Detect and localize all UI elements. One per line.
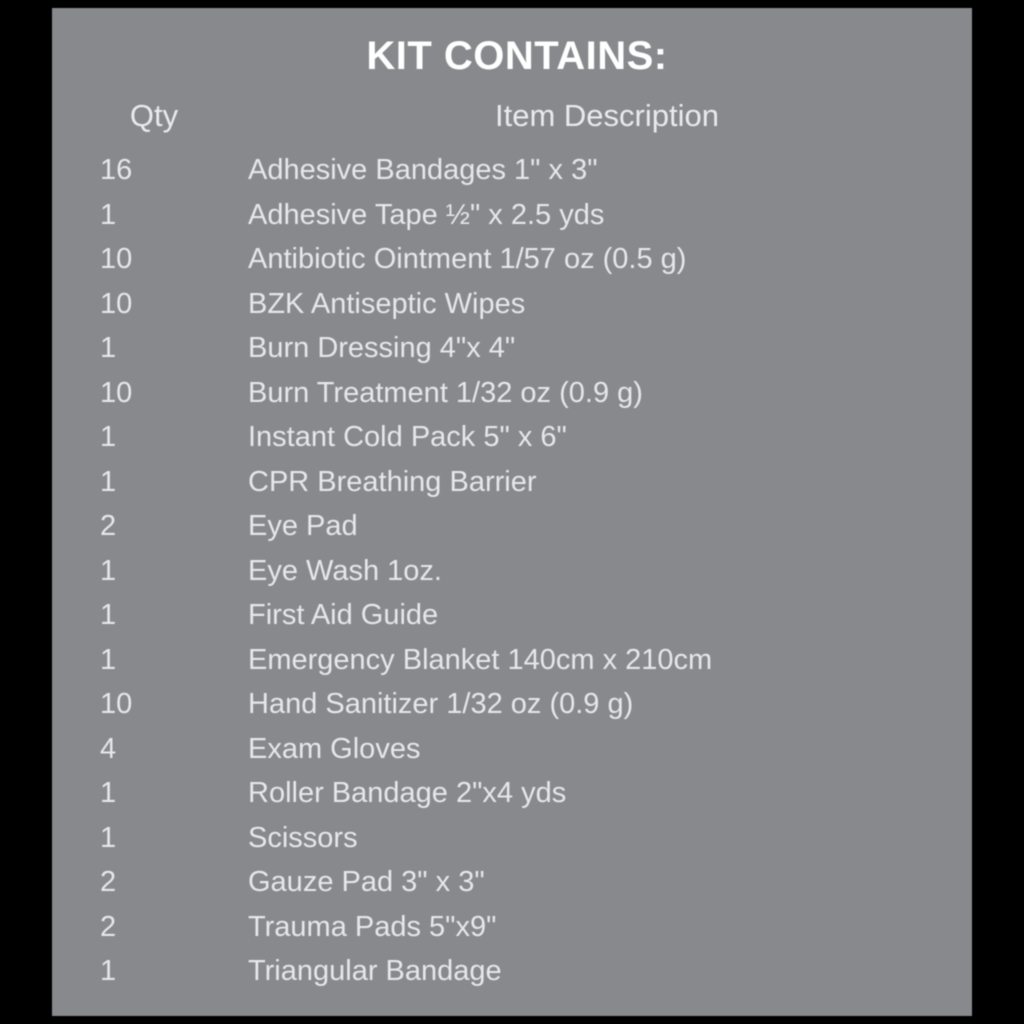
item-qty: 1 — [100, 821, 117, 854]
table-row — [52, 688, 972, 733]
item-qty: 10 — [100, 243, 133, 275]
column-header-description: Item Description — [495, 98, 719, 133]
item-qty: 1 — [100, 554, 117, 587]
item-description: Instant Cold Pack 5" x 6" — [248, 421, 567, 453]
table-row — [52, 733, 972, 778]
item-description: Emergency Blanket 140cm x 210cm — [248, 643, 713, 676]
item-qty: 1 — [100, 465, 117, 498]
item-description: Antibiotic Ointment 1/57 oz (0.5 g) — [248, 243, 687, 275]
item-description: Eye Wash 1oz. — [248, 554, 442, 587]
table-row — [52, 510, 972, 555]
table-row — [52, 466, 972, 511]
item-description: Scissors — [248, 821, 358, 854]
table-row — [52, 777, 972, 822]
item-qty: 1 — [100, 955, 117, 987]
item-qty: 1 — [100, 643, 117, 676]
item-qty: 1 — [100, 198, 117, 231]
item-qty: 2 — [100, 510, 117, 542]
table-row — [52, 288, 972, 333]
item-description: Adhesive Bandages 1" x 3" — [248, 154, 598, 186]
item-description: Eye Pad — [248, 510, 358, 542]
item-qty: 1 — [100, 599, 117, 631]
item-qty: 2 — [100, 910, 117, 943]
item-description: Roller Bandage 2"x4 yds — [248, 777, 567, 809]
item-description: BZK Antiseptic Wipes — [248, 287, 526, 320]
table-row — [52, 154, 972, 199]
table-row — [52, 822, 972, 867]
item-qty: 10 — [100, 688, 133, 720]
item-qty: 1 — [100, 777, 117, 809]
page-title: KIT CONTAINS: — [366, 34, 668, 78]
item-qty: 10 — [100, 287, 133, 320]
item-description: Gauze Pad 3" x 3" — [248, 866, 485, 898]
kit-contents-list — [52, 154, 972, 1000]
item-description: First Aid Guide — [248, 599, 439, 631]
item-description: CPR Breathing Barrier — [248, 465, 537, 498]
item-qty: 4 — [100, 732, 117, 765]
table-row — [52, 955, 972, 1000]
table-row — [52, 332, 972, 377]
column-headers — [52, 98, 972, 144]
table-row — [52, 599, 972, 644]
table-row — [52, 644, 972, 689]
table-row — [52, 421, 972, 466]
item-qty: 10 — [100, 376, 133, 409]
table-row — [52, 866, 972, 911]
item-qty: 2 — [100, 866, 117, 898]
table-row — [52, 377, 972, 422]
item-qty: 16 — [100, 154, 133, 186]
item-description: Triangular Bandage — [248, 955, 502, 987]
kit-contents-panel — [52, 8, 972, 1016]
item-qty: 1 — [100, 332, 117, 364]
table-row — [52, 911, 972, 956]
table-row — [52, 199, 972, 244]
table-row — [52, 555, 972, 600]
item-description: Burn Treatment 1/32 oz (0.9 g) — [248, 376, 643, 409]
item-description: Adhesive Tape ½" x 2.5 yds — [248, 198, 605, 231]
table-row — [52, 243, 972, 288]
item-description: Trauma Pads 5"x9" — [248, 910, 497, 943]
item-description: Burn Dressing 4"x 4" — [248, 332, 516, 364]
column-header-qty: Qty — [129, 98, 179, 133]
item-qty: 1 — [100, 421, 117, 453]
item-description: Hand Sanitizer 1/32 oz (0.9 g) — [248, 688, 634, 720]
item-description: Exam Gloves — [248, 732, 421, 765]
